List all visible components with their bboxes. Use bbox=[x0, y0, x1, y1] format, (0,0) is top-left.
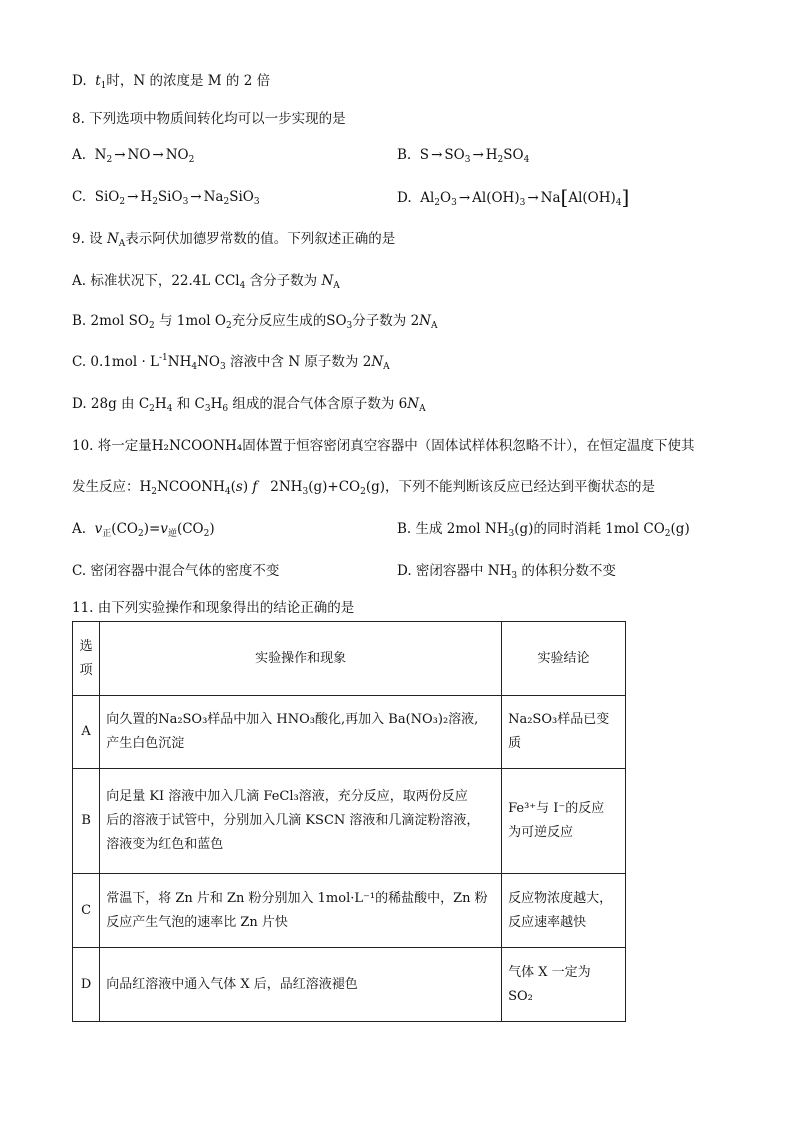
q10-option-d: D. 密闭容器中 $NH_3$ 的体积分数不变 bbox=[397, 563, 616, 581]
q10-option-a: A. $v_正(CO_2)=v_逆(CO_2)$ bbox=[72, 521, 215, 539]
row-operation: 向品红溶液中通入气体 X 后，品红溶液褪色 bbox=[100, 948, 502, 1022]
header-option: 选 项 bbox=[73, 622, 100, 696]
q10-stem-line2: 发生反应：$H_2NCOONH_4(s)$ f $2NH_3(g)+CO_2(g)$，下列不能判断该反应已经达到平衡状态的是 bbox=[72, 479, 656, 497]
q9-option-d: D. 28g 由 $C_2H_4$ 和 $C_3H_6$ 组成的混合气体含原子数为 $6N_A$ bbox=[72, 396, 426, 414]
q7-option-d: D. $t_1$时，N 的浓度是 M 的 2 倍 bbox=[72, 73, 271, 91]
header-operation: 实验操作和现象 bbox=[100, 622, 502, 696]
row-conclusion: Na₂SO₃样品已变 质 bbox=[502, 696, 626, 769]
table-row bbox=[73, 948, 626, 1022]
row-option: A bbox=[73, 696, 100, 769]
q8-option-a: A. $N_2$ → NO → $NO_2$ bbox=[72, 147, 195, 165]
q8-option-d: D. $Al_2O_3 \to Al(OH)_3 \to Na[Al(OH)_4]$ bbox=[397, 185, 630, 209]
q10-option-b: B. 生成 2mol $NH_3(g)$的同时消耗 1mol $CO_2(g)$ bbox=[397, 521, 690, 539]
row-option: C bbox=[73, 874, 100, 948]
table-row bbox=[73, 696, 626, 769]
row-conclusion: 气体 X 一定为 SO₂ bbox=[502, 948, 626, 1022]
row-conclusion: 反应物浓度越大， 反应速率越快 bbox=[502, 874, 626, 948]
q9-option-b: B. 2mol $SO_2$ 与 1mol $O_2$充分反应生成的$SO_3$分子数为 $2N_A$ bbox=[72, 313, 438, 331]
row-conclusion: Fe³⁺与 I⁻的反应 为可逆反应 bbox=[502, 769, 626, 874]
table-row bbox=[73, 874, 626, 948]
q10-option-c: C. 密闭容器中混合气体的密度不变 bbox=[72, 563, 280, 579]
row-operation: 向久置的Na₂SO₃样品中加入 HNO₃酸化,再加入 Ba(NO₃)₂溶液, 产生白色沉淀 bbox=[100, 696, 502, 769]
header-conclusion: 实验结论 bbox=[502, 622, 626, 696]
table-header-row bbox=[73, 622, 626, 696]
q8-option-c: C. $SiO_2 \to H_2SiO_3 \to Na_2SiO_3$ bbox=[72, 189, 260, 207]
row-operation: 常温下，将 Zn 片和 Zn 粉分别加入 1mol·L⁻¹的稀盐酸中，Zn 粉 反应产生气泡的速率比 Zn 片快 bbox=[100, 874, 502, 948]
table-row bbox=[73, 769, 626, 874]
row-operation: 向足量 KI 溶液中加入几滴 FeCl₃溶液，充分反应，取两份反应 后的溶液于试管中，分别加入几滴 KSCN 溶液和几滴淀粉溶液， 溶液变为红色和蓝色 bbox=[100, 769, 502, 874]
q8-stem: 8. 下列选项中物质间转化均可以一步实现的是 bbox=[72, 111, 346, 127]
row-option: B bbox=[73, 769, 100, 874]
q9-stem: 9. 设 $N_A$表示阿伏加德罗常数的值。下列叙述正确的是 bbox=[72, 231, 396, 249]
q8-option-b: B. $S \to SO_3 \to H_2SO_4$ bbox=[397, 147, 530, 165]
q10-stem-line1: 10. 将一定量H₂NCOONH₄固体置于恒容密闭真空容器中（固体试样体积忽略不计），在恒定温度下使其 bbox=[72, 438, 695, 454]
row-option: D bbox=[73, 948, 100, 1022]
experiment-table bbox=[72, 621, 626, 1022]
q9-option-c: C. $0.1mol \cdot L^{-1}NH_4NO_3$ 溶液中含 N 原子数为 $2N_A$ bbox=[72, 353, 390, 372]
q11-stem: 11. 由下列实验操作和现象得出的结论正确的是 bbox=[72, 600, 355, 616]
q9-option-a: A. 标准状况下，22.4L CCl$_4$ 含分子数为 $N_A$ bbox=[72, 273, 340, 291]
